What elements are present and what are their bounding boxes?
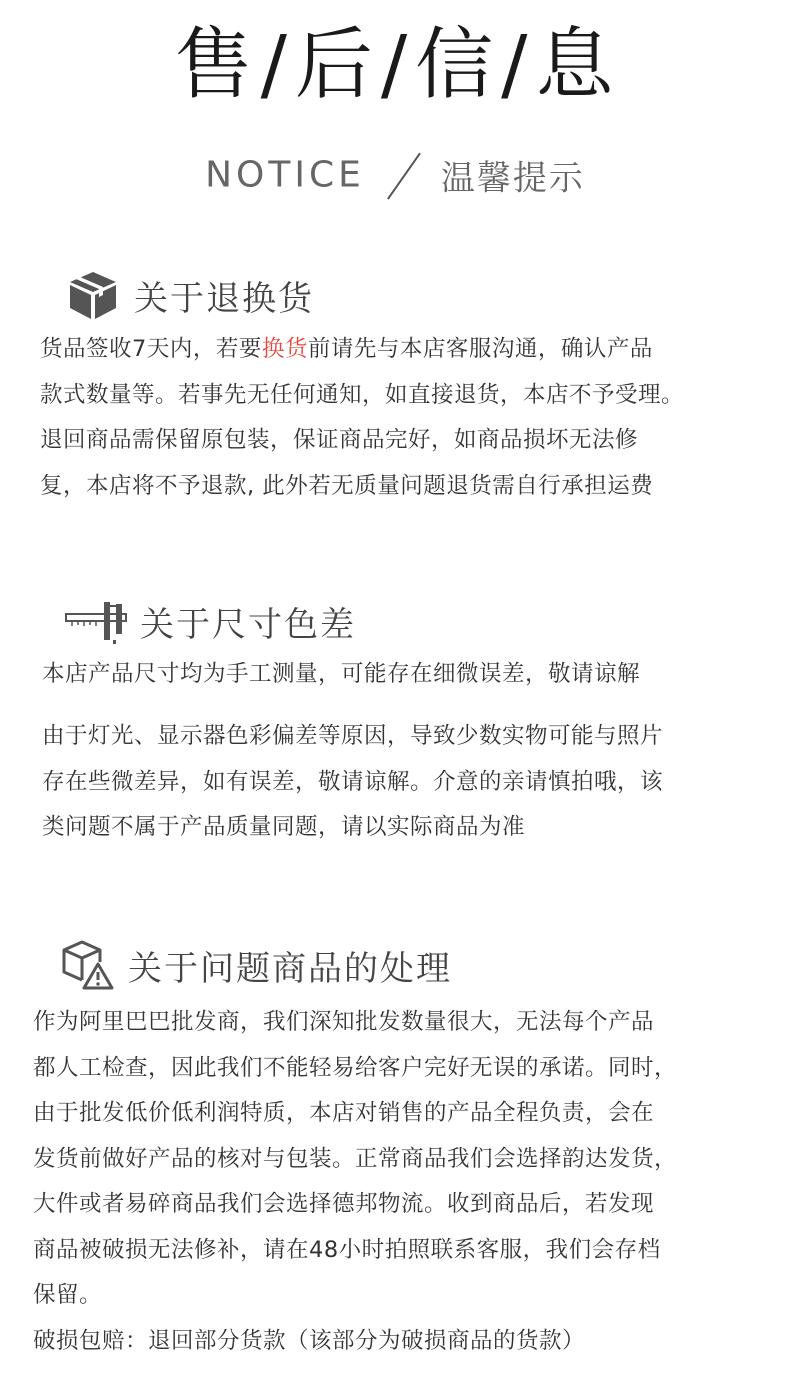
text-line: 由于灯光、显示器色彩偏差等原因，导致少数实物可能与照片 (42, 723, 664, 749)
subtitle (0, 150, 790, 200)
color-difference-text (42, 714, 663, 851)
text-line: 类问题不属于产品质量同题，请以实际商品为准 (42, 814, 526, 840)
text-line: 货品签收7天内，若要换货前请先与本店客服沟通，确认产品 (40, 336, 653, 362)
title-part-2: 后 (294, 20, 375, 110)
subtitle-zh: 温馨提示 (440, 158, 585, 199)
title-part-4: 息 (535, 20, 616, 110)
section-heading-label: 关于退换货 (134, 278, 314, 319)
subtitle-divider (383, 150, 423, 200)
title-separator: / (501, 20, 530, 110)
text-line: 发货前做好产品的核对与包装。正常商品我们会选择韵达发货， (33, 1145, 678, 1172)
highlight-exchange: 换货 (261, 336, 308, 362)
text-line: 存在些微差异，如有误差，敬请谅解。介意的亲请慎拍哦，该 (42, 768, 664, 795)
text-line: 本店产品尺寸均为手工测量，可能存在细微误差，敬请谅解 (42, 661, 641, 687)
title-part-3: 信 (415, 20, 496, 110)
title-separator: / (260, 20, 289, 110)
section-heading-size-color (64, 596, 356, 646)
title-separator: / (380, 20, 410, 110)
text-line: 作为阿里巴巴批发商，我们深知批发数量很大，无法每个产品 (33, 1009, 655, 1035)
text-line: 保留。 (33, 1282, 103, 1308)
returns-policy-text (40, 327, 684, 509)
section-heading-label: 关于问题商品的处理 (128, 948, 452, 989)
title-part-1: 售 (174, 20, 255, 110)
text-line: 由于批发低价低利润特质，本店对销售的产品全程负责，会在 (33, 1100, 655, 1126)
damaged-box-warning-icon (60, 938, 114, 992)
subtitle-en: NOTICE (205, 154, 365, 196)
section-heading-returns (66, 268, 314, 322)
size-note-text (42, 652, 640, 698)
caliper-icon (64, 596, 128, 646)
problem-goods-text (33, 1000, 677, 1364)
text-line: 都人工检查，因此我们不能轻易给客户完好无误的承诺。同时， (33, 1054, 678, 1081)
text-line: 破损包赔：退回部分货款（该部分为破损商品的货款） (33, 1327, 586, 1354)
text-line: 复，本店将不予退款, 此外若无质量问题退货需自行承担运费 (40, 472, 654, 499)
page-title (0, 20, 790, 110)
section-heading-label: 关于尺寸色差 (140, 604, 356, 645)
section-heading-problem-goods (60, 938, 452, 992)
text-line: 退回商品需保留原包装，保证商品完好，如商品损坏无法修 (40, 427, 639, 453)
text-line: 大件或者易碎商品我们会选择德邦物流。收到商品后，若发现 (33, 1191, 655, 1217)
text-line: 款式数量等。若事先无任何通知，如直接退货，本店不予受理。 (40, 381, 685, 408)
box-icon (66, 268, 120, 322)
text-line: 商品被破损无法修补，请在48小时拍照联系客服，我们会存档 (33, 1236, 661, 1263)
